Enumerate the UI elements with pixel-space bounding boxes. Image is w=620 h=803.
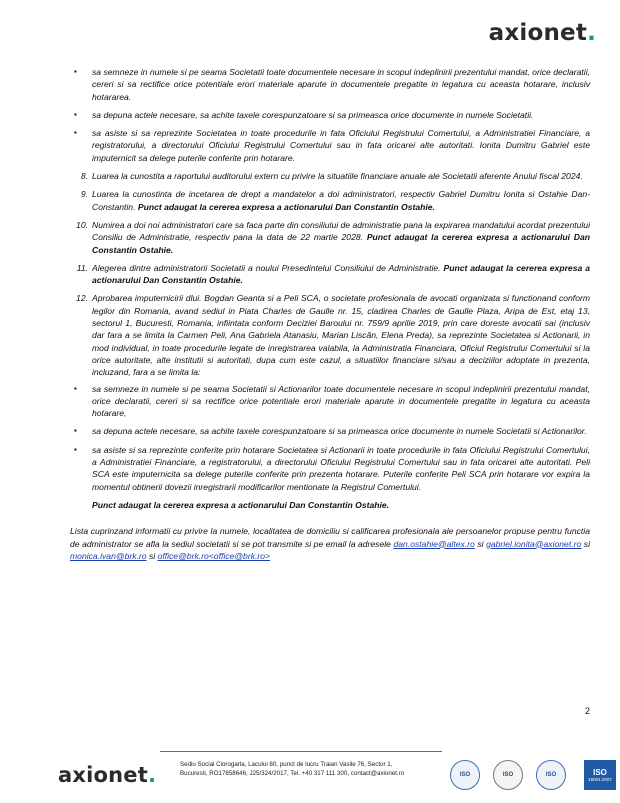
item12-bullet-list [70,383,590,493]
header-logo: axionet. [488,20,596,46]
list-item: ▪ sa depuna actele necesare, sa achite taxele corespunzatoare si sa primeasca orice documente in numele Societatii. [70,109,590,121]
document-body [70,66,590,562]
iso-certification-icon: ISO 18001:2007 [584,760,616,790]
agenda-item-10: 10. Numirea a doi noi administratori care sa faca parte din consiliului de administratie pana la expirarea mandatului acordat prezentului Consiliu de Administratie, respectiv pana la data de 22 martie 2028. Punct adaugat la cererea expresa a actionarului Dan Constantin Ostahie. [76,219,591,255]
list-item: ▪ sa semneze in numele si pe seama Societatii toate documentele necesare in scopul indeplinirii prezentului mandat, orice declaratii, cereri si sa rectifice orice potentiale erori materiale aparute in documentele pregatite in legatura cu aceasta hotarare, inclusiv hotararea. [70,66,590,103]
footer-logo: axionet. [58,763,157,787]
page-number: 2 [584,706,590,716]
certification-badge-icon: ISO [493,760,523,790]
footer-address: Sediu Social Ciorogarla, Lacului 80, punct de lucru Traian Vasile 76, Sector 1, Bucuresti, RO17858646, J25/324/2017, Tel. +40 317 111 300, contact@axionet.ro [180,761,405,777]
email-link-office[interactable]: office@brk.ro<office@brk.ro> [157,550,271,561]
email-link-ivan[interactable]: monica.ivan@brk.ro [70,550,147,561]
certification-badge-icon: ISO [536,760,566,790]
agenda-item-12: 12. Aprobarea imputernicirii dlui. Bogdan Geanta si a Peli SCA, o societate profesionala de avocati organizata si functionand conform legilor din Romania, avand sediul in Piata Charles de Gaulle nr. 15, cladirea Charles de Gaulle Plaza, Aripa de Est, etaj 13, sectorul 1, Bucuresti, Romania, infiintata conform Deciziei Baroului nr. 759/9 aprilie 2019, prin care doreste avocatii sai (inclusiv dar fara a se limita la Carmen Peli, Ana Gabriela Atanasiu, Marian Liscăn, Elena Preda), sa reprezinte Societatea si Actionarii, in mod individual, in toate procedurile legate de inregistrarea valabila, la Administratia Financiara, Oficiul Registrului Comertului si la orice autoritate, alte institutii si autoritati, dupa cum este cazul, a situatiilor financiare si/sau a deciziilor adoptate in prezenta, incluzand, fara a se limita la: ▪ sa semneze in numele si pe seama Societatii si Actionarilor toate documentele necesare in scopul indeplinirii prezentului mandat, orice declaratii, cereri si sa rectifice orice potentiale erori materiale aparute in documentele pregatite in legatura cu aceasta hotarare, ▪ sa depuna actele necesare, sa achite taxele corespunzatoare si sa primeasca orice documente in numele Societatii si Actionarilor. ▪ sa asiste si sa reprezinte conferite prin hotarare Societatea si Actionarii in toate procedurile in fata Oficiului Registrului Comertului, a Administratiei Financiare, a registratorului, a directorului Oficiului Registrului Comertului sau in fata oricarei alte autoritati. Peli SCA este imputernicita sa delege puterile conferite prin prezenta hotarare. Puterile conferite Peli SCA prin hotarare vor expira la momentul obtinerii dovezii inregistrarii modificarilor mentionate la Registrul Comertului. [70,292,590,492]
closing-paragraph: Lista cuprinzand informatii cu privire la numele, localitatea de domiciliu si calificarea profesionala ale persoanelor propuse pentru functia de administrator se afla la sediul societatii si se pot transmite si pe email la adresele dan.ostahie@altex.ro si gabriel.ionita@axionet.ro si monica.ivan@brk.ro si office@brk.ro<office@brk.ro> [70,526,590,561]
list-item: ▪ sa asiste si sa reprezinte Societatea in toate procedurile in fata Oficiului Registrului Comertului, a Administratiei Financiare, a registratorului, a directorului Oficiului Registrului Comertului sau in fata oricarei alte autoritati. Ionita Dumitru Gabriel este imputernicit sa delege puterile conferite prin hotarare. [70,127,590,164]
email-link-ostahie[interactable]: dan.ostahie@altex.ro [393,538,475,549]
list-item: ▪ sa asiste si sa reprezinte conferite prin hotarare Societatea si Actionarii in toate procedurile in fata Oficiului Registrului Comertului, a Administratiei Financiare, a registratorului, a directorului Oficiului Registrului Comertului sau in fata oricarei alte autoritati. Peli SCA este imputernicita sa delege puterile conferite prin prezenta hotarare. Puterile conferite Peli SCA prin hotarare vor expira la momentul obtinerii dovezii inregistrarii modificarilor mentionate la Registrul Comertului. [70,444,590,493]
agenda-item-11: 11. Alegerea dintre administratorii Societatii a noului Presedintelui Consiliului de Administratie. Punct adaugat la cererea expresa a actionarului Dan Constantin Ostahie. [76,262,590,286]
certification-badge-icon: ISO [450,760,480,790]
item12-note: Punct adaugat la cererea expresa a actionarului Dan Constantin Ostahie. [92,499,390,510]
list-item: ▪ sa depuna actele necesare, sa achite taxele corespunzatoare si sa primeasca orice documente in numele Societatii si Actionarilor. [70,425,590,437]
list-item: ▪ sa semneze in numele si pe seama Societatii si Actionarilor toate documentele necesare in scopul indeplinirii prezentului mandat, orice declaratii, cereri si sa rectifice orice potentiale erori materiale aparute in documentele pregatite in legatura cu aceasta hotarare, [70,383,590,420]
agenda-item-9: 9. Luarea la cunostinta de incetarea de drept a mandatelor a doi administratori, respectiv Gabriel Dumitru Ionita si Ostahie Dan-Constantin. Punct adaugat la cererea expresa a actionarului Dan Constantin Ostahie. [80,189,590,212]
agenda-item-8: 8. Luarea la cunostita a raportului auditorului extern cu privire la situatiile financiare anuale ale Societatii aferente Anului fiscal 2024. [80,171,583,182]
footer-divider [160,751,442,752]
email-link-ionita[interactable]: gabriel.ionita@axionet.ro [486,538,582,549]
top-bullet-list [70,66,590,164]
